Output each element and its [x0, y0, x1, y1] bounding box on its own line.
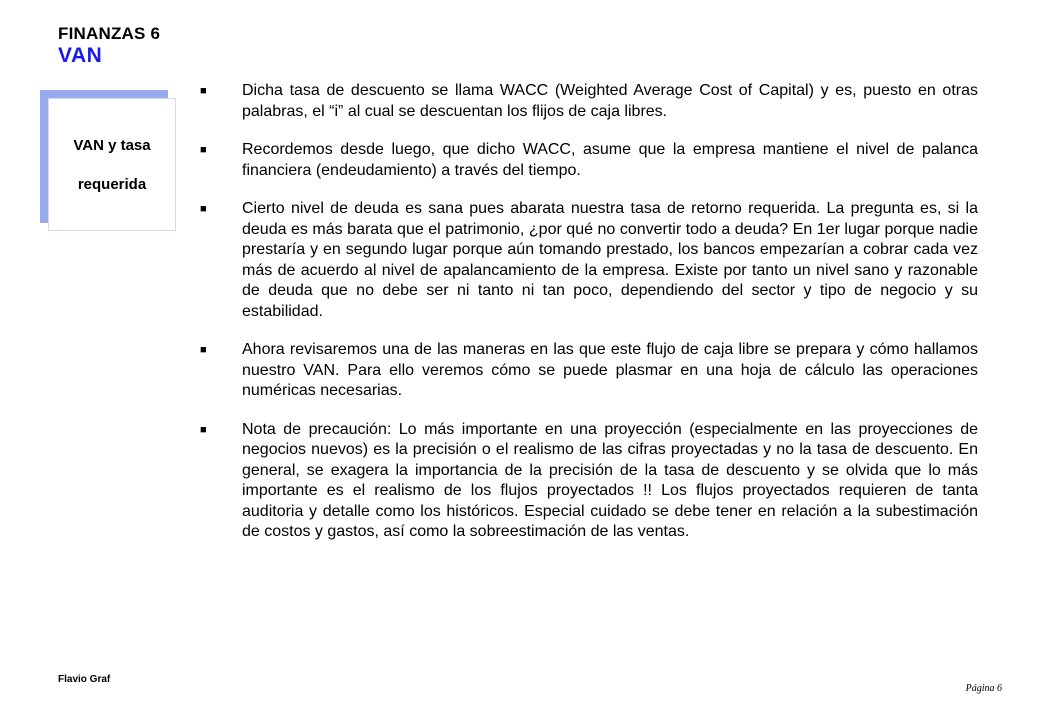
square-bullet-icon: ■ [200, 203, 207, 215]
sidebar-title-line-1: VAN y tasa [73, 136, 151, 154]
topic-title: VAN [58, 44, 103, 67]
square-bullet-icon: ■ [200, 344, 207, 356]
bullet-item [200, 140, 978, 181]
bullet-text: Ahora revisaremos una de las maneras en las que este flujo de caja libre se prepara y cómo hallamos nuestro VAN. Para ello veremos cómo se puede plasmar en una hoja de cálculo las operaciones numéricas necesarias. [242, 341, 978, 399]
course-title: FINANZAS 6 [58, 24, 161, 43]
bullet-item [200, 81, 978, 122]
sidebar-title-line-2: requerida [77, 175, 147, 193]
bullet-text: Recordemos desde luego, que dicho WACC, asume que la empresa mantiene el nivel de palanca financiera (endeudamiento) a través del tiempo. [242, 141, 978, 179]
bullet-list [200, 81, 978, 561]
square-bullet-icon: ■ [200, 423, 207, 436]
bullet-item [200, 340, 978, 402]
bullet-item [200, 420, 978, 543]
page-number: Página 6 [965, 683, 1002, 694]
square-bullet-icon: ■ [200, 144, 207, 156]
sidebar-box [48, 98, 176, 231]
square-bullet-icon: ■ [200, 85, 207, 97]
bullet-text: Nota de precaución: Lo más importante en una proyección (especialmente en las proyecciones de negocios nuevos) es la precisión o el realismo de las cifras proyectadas y no la tasa de descuento. En general, se exagera la importancia de la precisión de la tasa de descuento y se olvida que lo más importante es el realismo de los flujos proyectados !! Los flujos proyectados requieren de tanta auditoria y detalle como los históricos. Especial cuidado se debe tener en relación a la subestimación de costos y gastos, así como la sobreestimación de las ventas. [242, 420, 978, 540]
footer-author: Flavio Graf [58, 674, 111, 685]
bullet-item [200, 199, 978, 322]
bullet-text: Cierto nivel de deuda es sana pues abarata nuestra tasa de retorno requerida. La pregunta es, si la deuda es más barata que el patrimonio, ¿por qué no convertir todo a deuda? En 1er lugar porque nadie prestaría y en segundo lugar porque aún tomando prestado, los bancos empezarían a cobrar cada vez más de acuerdo al nivel de apalancamiento de la empresa. Existe por tanto un nivel sano y razonable de deuda que no debe ser ni tanto ni tan poco, dependiendo del sector y tipo de negocio y su estabilidad. [242, 200, 978, 320]
bullet-text: Dicha tasa de descuento se llama WACC (Weighted Average Cost of Capital) y es, puesto en otras palabras, el “i” al cual se descuentan los flijos de caja libres. [242, 82, 978, 120]
